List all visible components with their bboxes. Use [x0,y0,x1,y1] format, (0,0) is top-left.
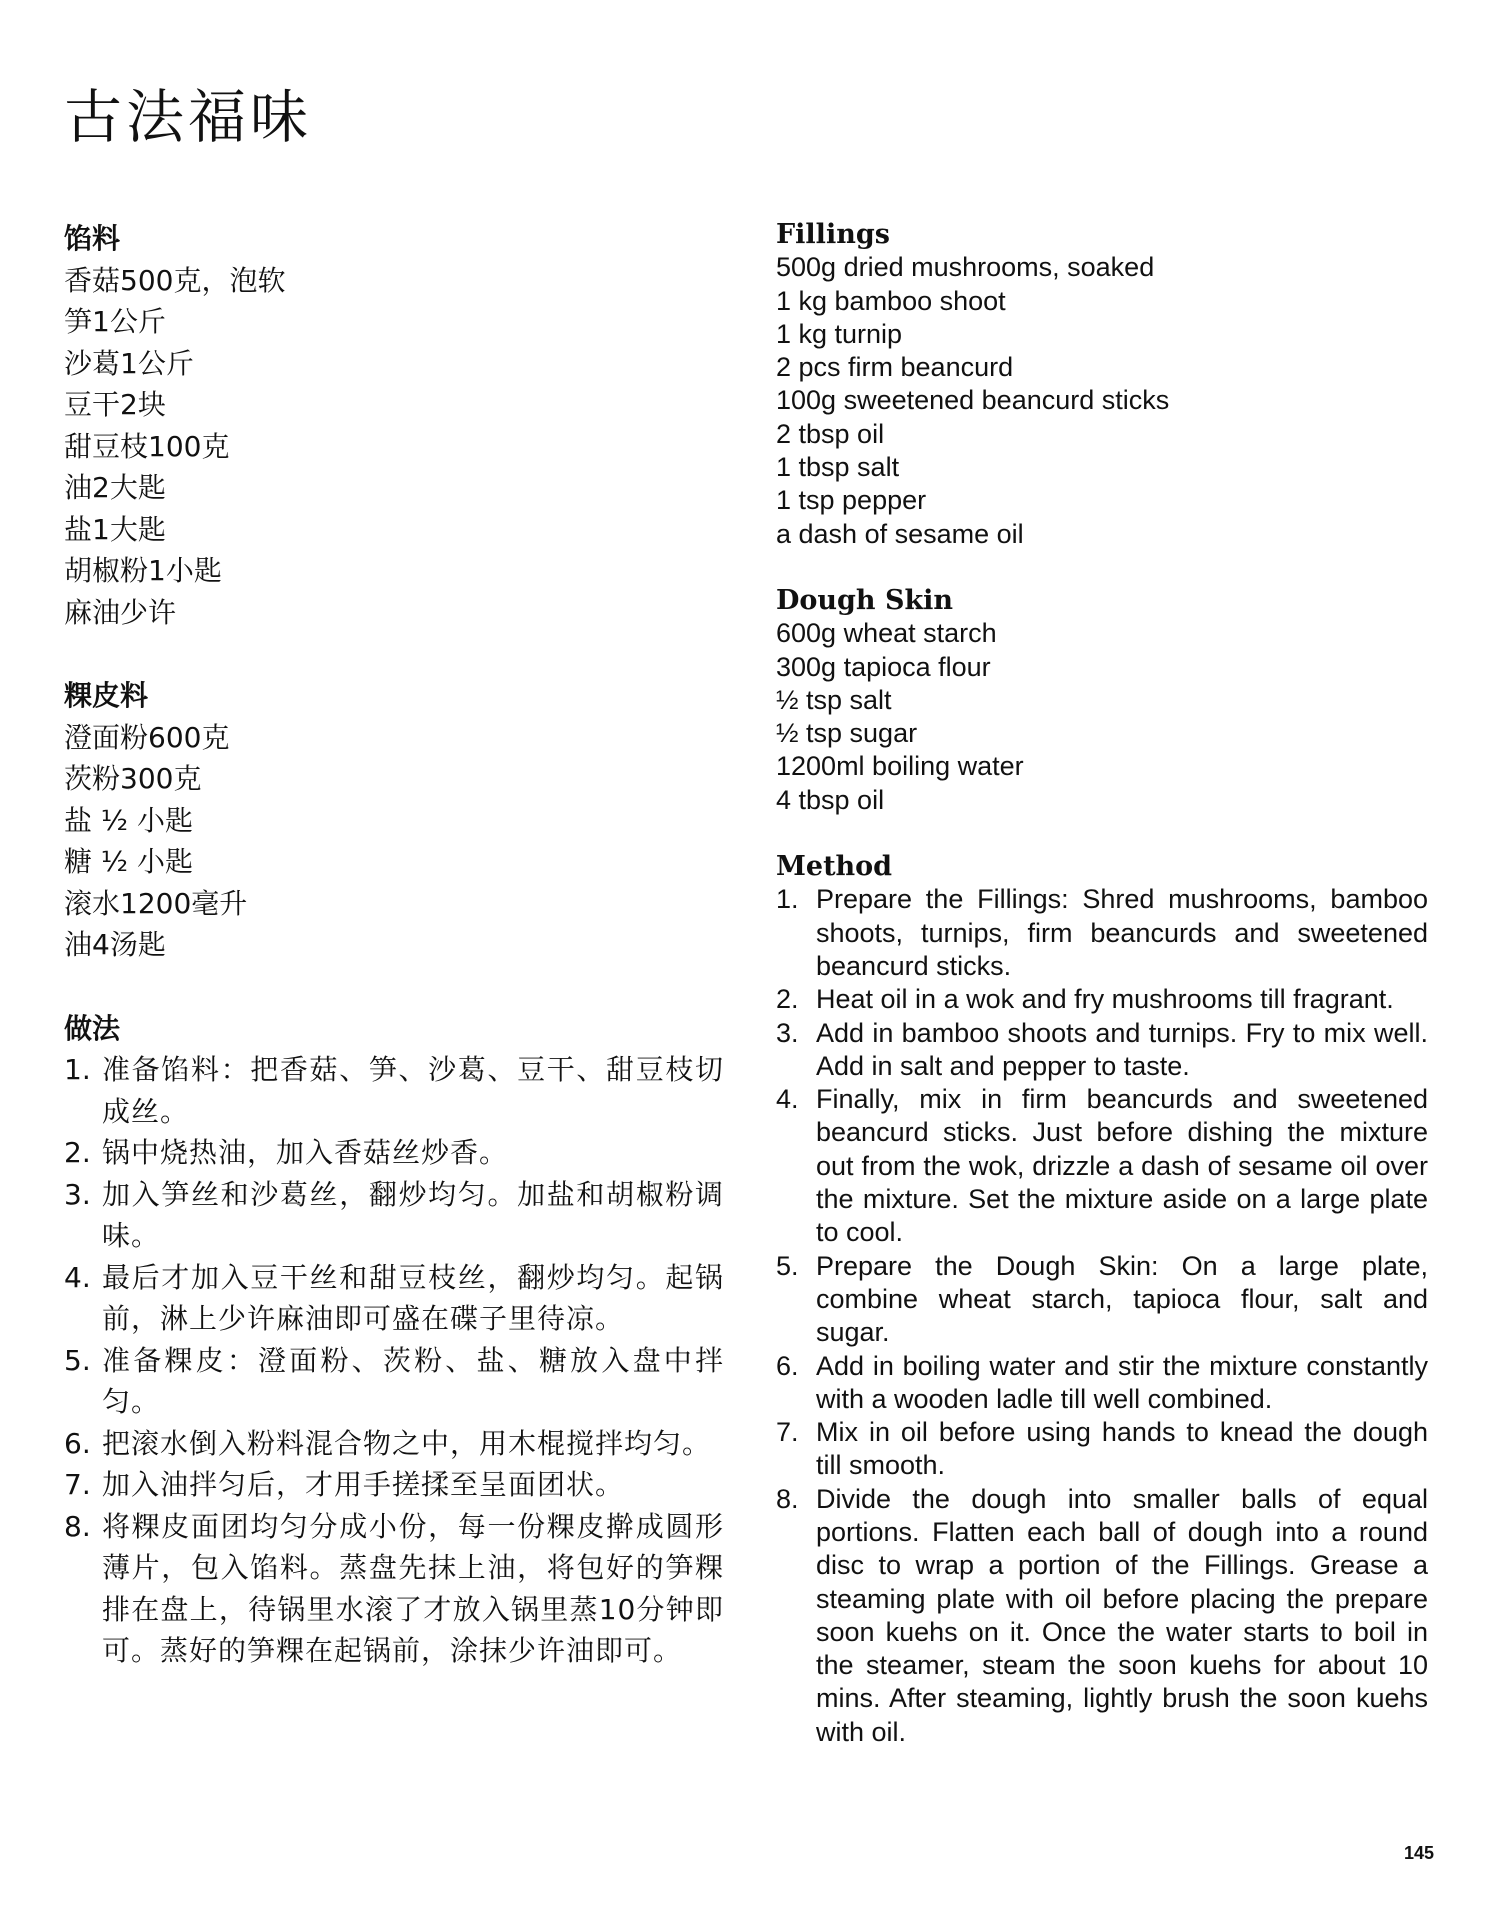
step-number: 8. [776,1483,799,1514]
list-item: 1 tbsp salt [776,452,900,483]
cn-fillings-list [64,260,724,634]
en-dough-section [776,584,1428,817]
cn-dough-heading: 粿皮料 [64,679,149,712]
method-step [776,1483,1428,1749]
method-step [64,1506,724,1672]
method-step [64,1423,724,1465]
list-item: ½ tsp salt [776,684,892,715]
list-item: 盐 ½ 小匙 [64,803,193,837]
method-step [776,1083,1428,1249]
list-item: 油2大匙 [64,471,166,504]
list-item: 1 kg turnip [776,318,903,349]
en-method-steps [776,883,1428,1749]
step-text: 最后才加入豆干丝和甜豆枝丝，翻炒均匀。起锅前，淋上少许麻油即可盛在碟子里待凉。 [102,1260,724,1335]
step-text: 锅中烧热油，加入香菇丝炒香。 [102,1136,509,1169]
step-number: 7. [64,1468,91,1501]
list-item: 笋1公斤 [64,305,166,338]
step-number: 1. [776,884,799,915]
page-number: 145 [1404,1843,1435,1863]
list-item: 澄面粉600克 [64,720,230,754]
chinese-column [64,218,724,1672]
list-item: 豆干2块 [64,388,166,421]
step-number: 5. [776,1250,799,1281]
list-item: a dash of sesame oil [776,518,1024,549]
list-item: 麻油少许 [64,595,177,629]
step-text: 将粿皮面团均匀分成小份，每一份粿皮擀成圆形薄片，包入馅料。蒸盘先抹上油，将包好的笋粿排在盘上，待锅里水滚了才放入锅里蒸10分钟即可。蒸好的笋粿在起锅前，涂抹少许油即可。 [102,1509,724,1667]
step-number: 6. [64,1426,91,1460]
list-item: 滚水1200毫升 [64,886,248,920]
method-step [64,1049,724,1132]
en-dough-heading: Dough Skin [776,584,954,616]
step-number: 5. [64,1343,91,1377]
method-step [776,983,1428,1016]
list-item: 1 kg bamboo shoot [776,285,1006,316]
method-step [64,1174,724,1257]
step-text: 加入笋丝和沙葛丝，翻炒均匀。加盐和胡椒粉调味。 [102,1177,724,1252]
step-number: 3. [64,1177,91,1211]
method-step [776,1017,1428,1084]
step-text: Finally, mix in firm beancurds and sweetened beancurd sticks. Just before dishing the mixture out from the wok, drizzle a dash of sesame oil over the mixture. Set the mixture aside on a large plate to cool. [816,1084,1428,1248]
method-step [776,1250,1428,1350]
en-dough-list [776,617,1428,817]
page-title: 古法福味 [64,83,313,151]
step-text: 准备馅料：把香菇、笋、沙葛、豆干、甜豆枝切成丝。 [102,1053,724,1128]
cn-fillings-heading: 馅料 [64,222,121,255]
cn-dough-section [64,675,724,966]
list-item: 甜豆枝100克 [64,429,230,463]
step-text: Divide the dough into smaller balls of equal portions. Flatten each ball of dough into a round disc to wrap a portion of the Fillings. Grease a steaming plate with oil before placing the prepare soon kuehs on it. Once the water starts to boil in the steamer, steam the soon kuehs for about 10 mins. After steaming, lightly brush the soon kuehs with oil. [816,1483,1428,1747]
step-text: Add in boiling water and stir the mixture constantly with a wooden ladle till well combined. [816,1350,1428,1414]
list-item: 2 pcs firm beancurd [776,352,1014,383]
step-number: 2. [776,984,799,1015]
step-number: 4. [776,1084,799,1115]
step-text: Prepare the Fillings: Shred mushrooms, bamboo shoots, turnips, firm beancurds and sweetened beancurd sticks. [816,884,1428,981]
step-text: Prepare the Dough Skin: On a large plate, combine wheat starch, tapioca flour, salt and sugar. [816,1250,1428,1348]
list-item: ½ tsp sugar [776,718,918,749]
list-item: 胡椒粉1小匙 [64,554,222,587]
en-method-heading: Method [776,851,893,883]
step-number: 6. [776,1350,799,1381]
step-text: 准备粿皮：澄面粉、茨粉、盐、糖放入盘中拌匀。 [102,1343,724,1418]
cn-method-steps [64,1049,724,1672]
list-item: 4 tbsp oil [776,784,885,815]
list-item: 2 tbsp oil [776,418,885,449]
step-text: Mix in oil before using hands to knead the dough till smooth. [816,1417,1428,1481]
method-step [776,1350,1428,1417]
step-text: 加入油拌匀后，才用手搓揉至呈面团状。 [102,1468,625,1501]
step-number: 2. [64,1136,91,1169]
step-number: 8. [64,1509,91,1543]
list-item: 600g wheat starch [776,618,997,649]
method-step [64,1132,724,1174]
step-text: Add in bamboo shoots and turnips. Fry to mix well. Add in salt and pepper to taste. [816,1017,1428,1081]
step-number: 1. [64,1053,91,1086]
cn-dough-list [64,717,724,966]
step-text: 把滚水倒入粉料混合物之中，用木棍搅拌均匀。 [102,1426,712,1460]
list-item: 茨粉300克 [64,762,202,795]
list-item: 300g tapioca flour [776,651,991,682]
list-item: 糖 ½ 小匙 [64,845,193,878]
english-column [776,218,1428,1749]
cn-fillings-section [64,218,724,633]
list-item: 盐1大匙 [64,512,166,546]
list-item: 100g sweetened beancurd sticks [776,385,1170,416]
step-number: 4. [64,1260,91,1294]
cn-method-section [64,1008,724,1672]
list-item: 油4汤匙 [64,928,166,961]
method-step [776,1416,1428,1483]
method-step [776,883,1428,983]
method-step [64,1340,724,1423]
method-step [64,1257,724,1340]
step-number: 3. [776,1017,799,1048]
list-item: 1 tsp pepper [776,485,927,516]
method-step [64,1464,724,1506]
en-fillings-section [776,218,1428,551]
list-item: 1200ml boiling water [776,751,1024,782]
cn-method-heading: 做法 [64,1011,121,1045]
list-item: 沙葛1公斤 [64,346,194,380]
en-fillings-list [776,251,1428,551]
step-text: Heat oil in a wok and fry mushrooms till fragrant. [816,984,1394,1015]
en-fillings-heading: Fillings [776,219,890,250]
list-item: 500g dried mushrooms, soaked [776,252,1155,283]
en-method-section [776,850,1428,1749]
step-number: 7. [776,1417,799,1448]
list-item: 香菇500克，泡软 [64,263,286,297]
